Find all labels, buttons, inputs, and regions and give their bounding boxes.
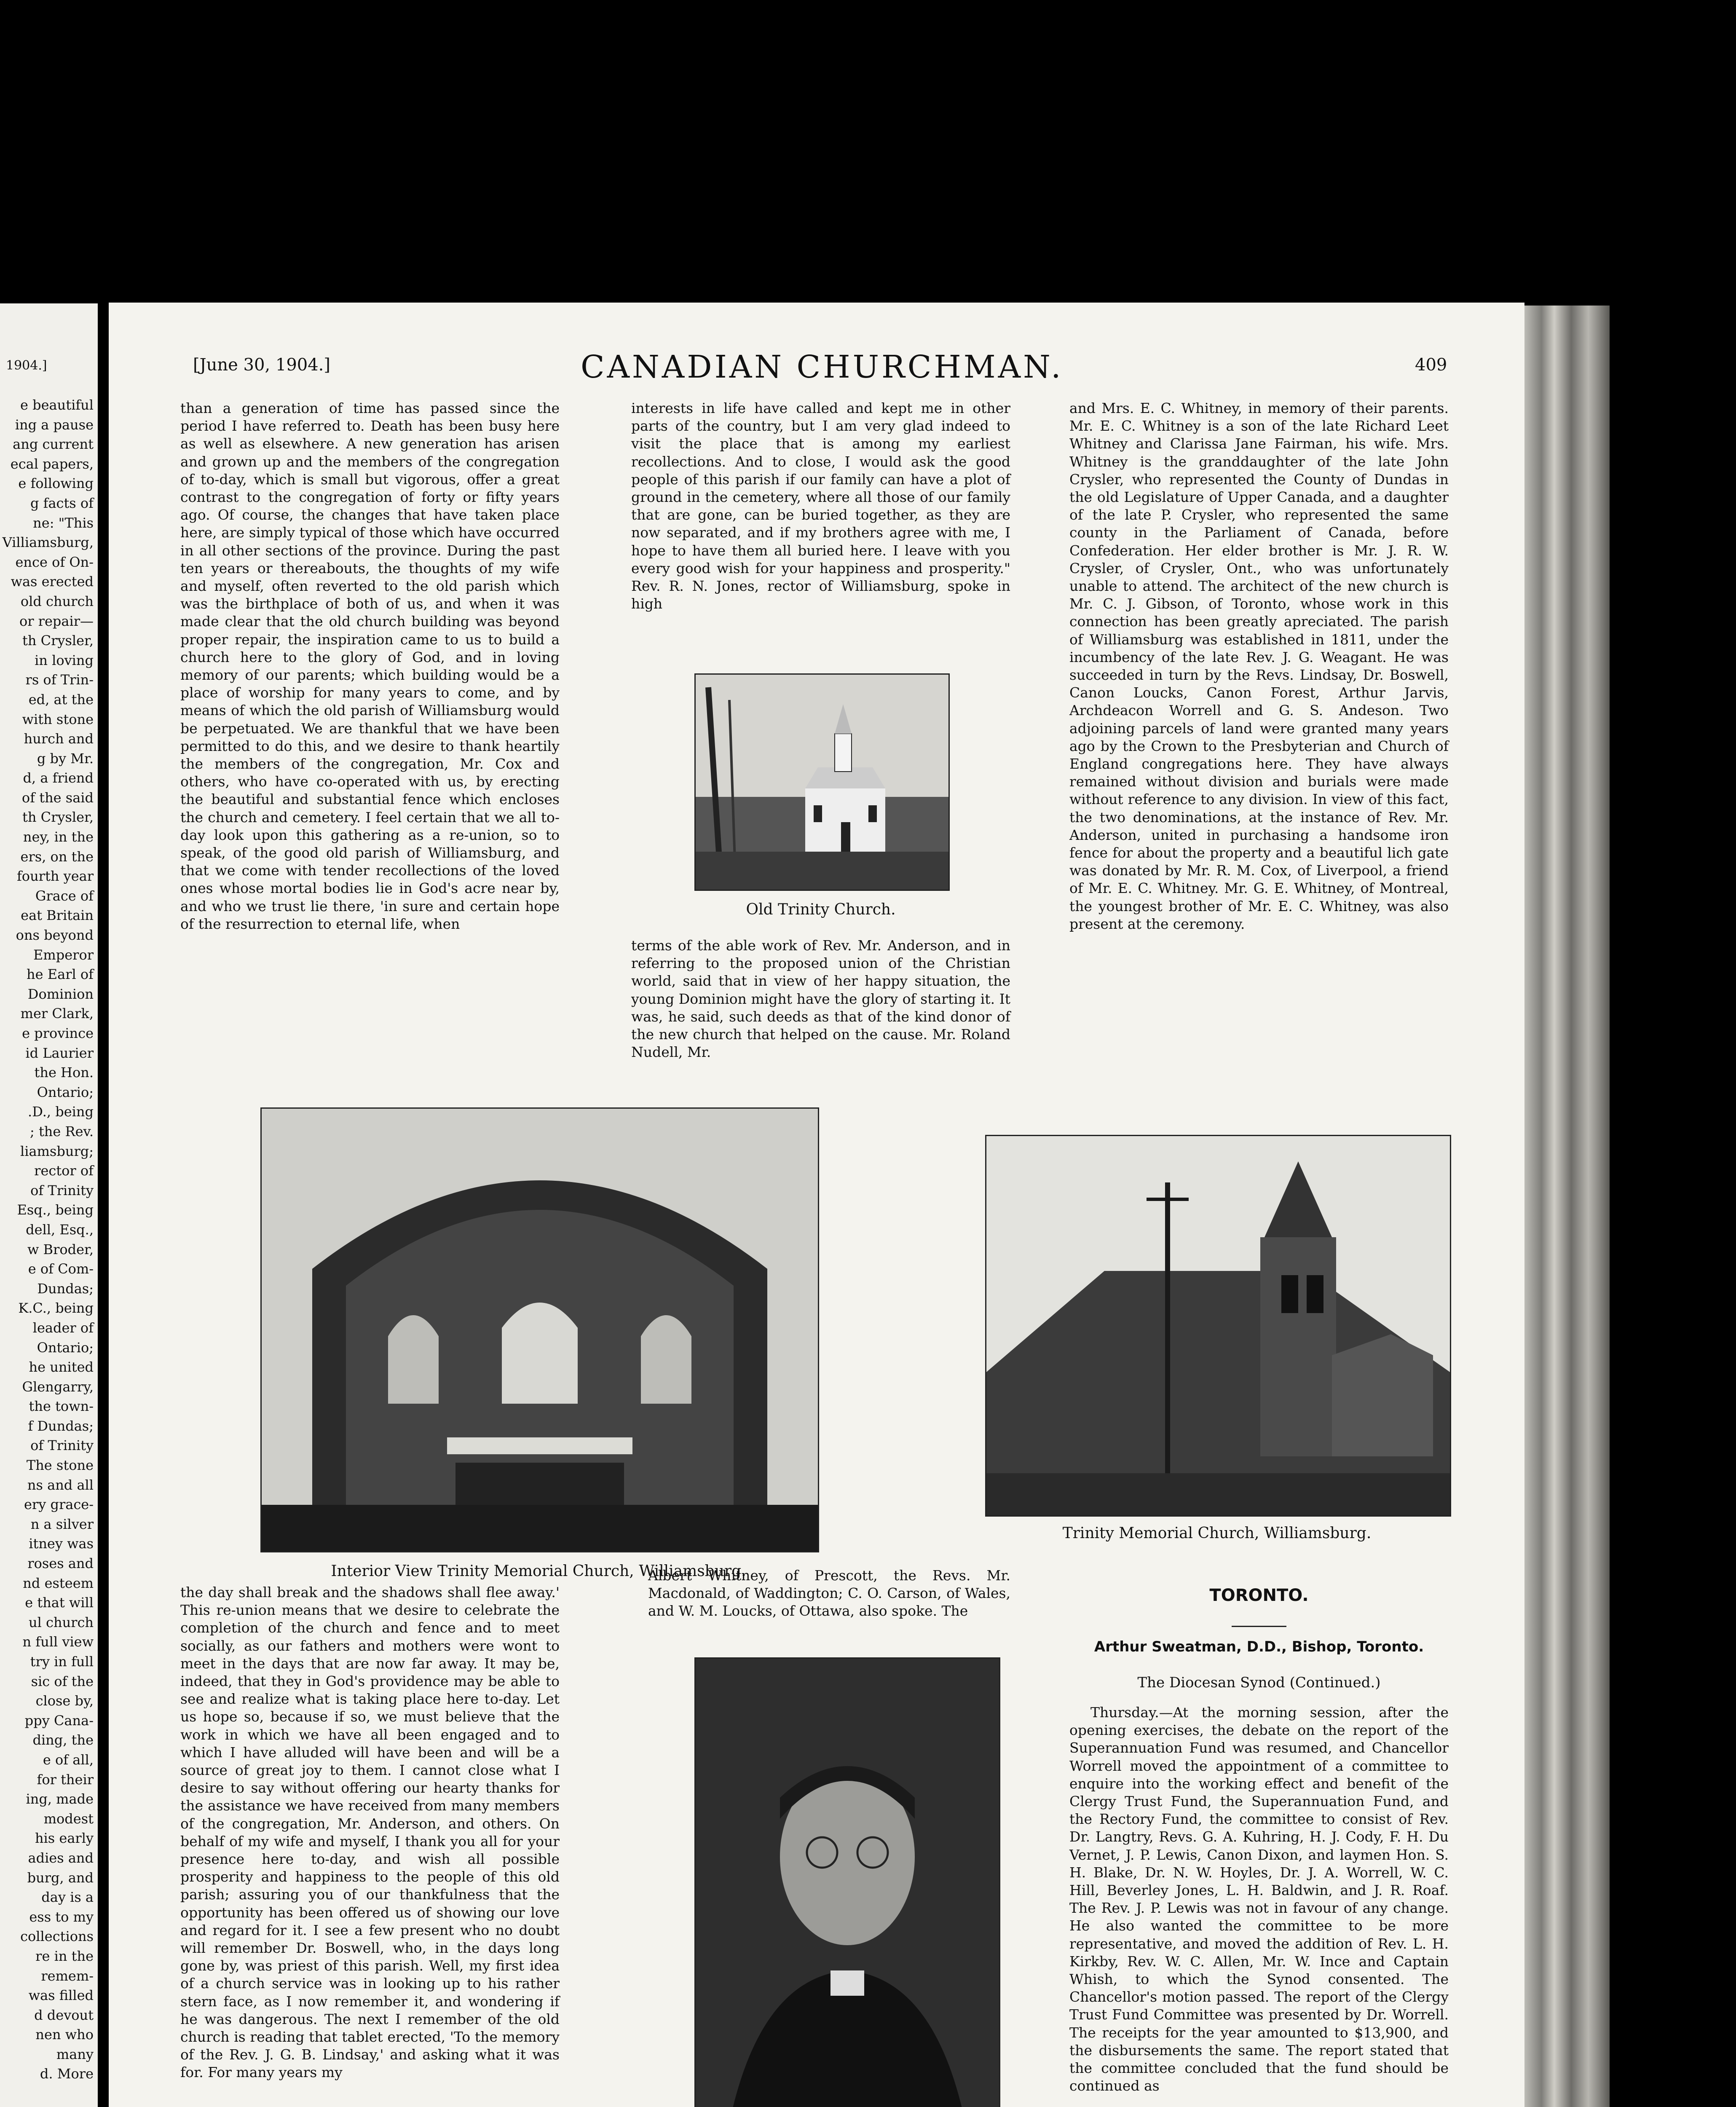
anderson-portrait-photo (694, 1657, 1000, 2107)
bishop-line: Arthur Sweatman, D.D., Bishop, Toronto. (1094, 1638, 1424, 1655)
left-page-line: Glengarry, (22, 1378, 94, 1395)
paragraph: than a generation of time has passed since the period I have referred to. Death has been busy here as well as elsewhere. A new generation has arisen and grown up and the members of the congregation of to-day, which is small but vigorous, offer a great contrast to the congregation of forty or fifty years ago. Of course, the changes that have taken place here, are simply typical of those which have occurred in all other sections of the province. During the past ten years or thereabouts, the thoughts of my wife and myself, often reverted to the old parish which was the birthplace of both of us, and when it was made clear that the old church building was beyond proper repair, the inspiration came to us to build a church here to the glory of God, and in loving memory of our parents; which building would be a place of worship for many years to come, and by means of which the old parish of Williamsburg would be perpetuated. We are thankful that we have been permitted to do this, and we desire to thank heartily the members of the congregation, Mr. Cox and others, who have co-operated with us, by erecting the beautiful and substantial fence which encloses the church and cemetery. I feel certain that we all to-day look upon this gathering as a re-union, so to speak, of the good old parish of Williamsburg, and that we come with tender recollections of the loved ones whose mortal bodies lie in God's acre near by, and who we trust lie there, 'in sure and certain hope of the resurrection to eternal life, when (180, 400, 560, 932)
left-page-line: mer Clark, (20, 1005, 94, 1022)
left-page-line: d devout (34, 2007, 94, 2023)
left-page-line: Ontario; (37, 1084, 94, 1100)
column-1-bottom-text (180, 1584, 560, 2082)
left-page-line: id Laurier (25, 1045, 94, 1061)
left-page-line: ery grace- (24, 1496, 94, 1513)
left-page-line: ence of On- (15, 554, 94, 570)
left-page-line: g by Mr. (37, 750, 94, 767)
issue-date: [June 30, 1904.] (193, 355, 330, 375)
left-page-line: e following (18, 475, 94, 492)
left-page-line: n full view (22, 1634, 94, 1650)
left-page-text (1, 395, 94, 2084)
left-page-line: ing a pause (15, 416, 94, 433)
trinity-memorial-church-photo (985, 1135, 1451, 1517)
left-page-line: e that will (25, 1595, 94, 1611)
left-page-line: ed, at the (28, 691, 94, 708)
left-page-line: d. More (40, 2066, 94, 2082)
left-page-line: e of all, (43, 1751, 94, 1768)
old-trinity-caption: Old Trinity Church. (746, 901, 896, 918)
trinity-memorial-caption: Trinity Memorial Church, Williamsburg. (1062, 1525, 1372, 1542)
left-page-line: the town- (29, 1398, 94, 1415)
paragraph: terms of the able work of Rev. Mr. Anderson, and in referring to the proposed union of the Christian world, said that in view of her happy situation, the young Dominion might have the glory of starting it. It was, he said, such deeds as that of the kind donor of the new church that helped on the cause. Mr. Roland Nudell, Mr. (631, 937, 1010, 1061)
left-page-line: eat Britain (21, 907, 94, 924)
left-page-line: .D., being (28, 1104, 94, 1120)
left-page-line: close by, (35, 1693, 94, 1709)
paragraph: interests in life have called and kept me in other parts of the country, but I am very glad indeed to visit the place that is among my earliest recollections. And to close, I would ask the good people of this parish if our family can have a plot of ground in the cemetery, where all those of our family that are gone, can be buried together, as they are now separated, and if my brothers agree with me, I hope to have them all buried here. I leave with you every good wish for your happiness and prosperity." Rev. R. N. Jones, rector of Williamsburg, spoke in high (631, 400, 1010, 612)
interior-view-caption: Interior View Trinity Memorial Church, Williamsburg. (331, 1563, 746, 1580)
left-page-line: Dominion (27, 986, 94, 1002)
left-page-line: K.C., being (18, 1300, 94, 1316)
left-page-line: e province (22, 1025, 94, 1041)
paragraph: and Mrs. E. C. Whitney, in memory of their parents. Mr. E. C. Whitney is a son of the late Richard Leet Whitney and Clarissa Jane Fairman, his wife. Mrs. Whitney is the granddaughter of the late John Crysler, who represented the County of Dundas in the old Legislature of Upper Canada, and a daughter of the late P. Crysler, who represented the same county in the Parliament of Canada, before Confederation. Her elder brother is Mr. J. R. W. Crysler, of Crysler, Ont., who was unfortunately unable to attend. The architect of the new church is Mr. C. J. Gibson, of Toronto, whose work in this connection has been greatly apreciated. The parish of Williamsburg was established in 1811, under the incumbency of the late Rev. J. G. Weagant. He was succeeded in turn by the Revs. Lindsay, Dr. Boswell, Canon Loucks, Canon Forest, Arthur Jarvis, Archdeacon Worrell and G. S. Andeson. Two adjoining parcels of land were granted many years ago by the Crown to the Presbyterian and Church of England congregations here. They have always remained without division and burials were made without reference to any division. In view of this fact, the two denominations, at the instance of Rev. Mr. Anderson, united in purchasing a handsome iron fence for about the property and a beautiful lich gate was donated by Mr. R. M. Cox, of Liverpool, a friend of Mr. E. C. Whitney. Mr. G. E. Whitney, of Montreal, the youngest brother of Mr. E. C. Whitney, was also present at the ceremony. (1069, 400, 1449, 932)
left-page-line: ess to my (29, 1909, 94, 1925)
left-page-line: ing, made (26, 1791, 94, 1807)
left-page-line: liamsburg; (20, 1143, 94, 1159)
left-page-line: ons beyond (16, 927, 94, 944)
book-page-edges (1524, 306, 1610, 2107)
left-page-line: roses and (27, 1555, 94, 1572)
left-page-line: ppy Cana- (24, 1712, 94, 1729)
left-page-line: Dundas; (37, 1280, 94, 1297)
left-page-line: re in the (35, 1948, 94, 1964)
newspaper-page (109, 303, 1524, 2107)
section-rule (1232, 1626, 1286, 1627)
column-3-top-text (1069, 399, 1449, 933)
left-page-line: his early (35, 1830, 94, 1847)
left-page-date: 1904.] (6, 358, 47, 373)
left-page-line: many (56, 2046, 94, 2062)
masthead-title: CANADIAN CHURCHMAN. (581, 349, 1064, 385)
left-page-line: ecal papers, (10, 456, 94, 472)
left-page-line: ding, the (32, 1732, 94, 1748)
left-page-line: rector of (34, 1163, 94, 1179)
left-page-line: ers, on the (20, 848, 94, 865)
left-page-line: he united (29, 1359, 94, 1375)
left-page-line: ns and all (27, 1477, 94, 1493)
left-page-line: ul church (29, 1614, 94, 1630)
column-2-top-text-continued (631, 937, 1010, 1061)
left-page-line: Grace of (35, 887, 94, 904)
left-page-line: of Trinity (30, 1437, 94, 1454)
left-page-line: the Hon. (34, 1064, 94, 1081)
left-page-line: th Crysler, (22, 633, 94, 649)
left-page-line: for their (37, 1771, 94, 1788)
old-trinity-church-photo (694, 673, 950, 891)
left-page-line: ang current (13, 436, 94, 453)
paragraph: Albert Whitney, of Prescott, the Revs. Mr. Macdonald, of Waddington; C. O. Carson, of Wales, and W. M. Loucks, of Ottawa, also spoke. The (648, 1567, 1010, 1619)
left-page-line: or repair— (19, 613, 94, 629)
synod-subheading: The Diocesan Synod (Continued.) (1137, 1674, 1381, 1691)
left-page-line: th Crysler, (22, 809, 94, 826)
page-number: 409 (1415, 355, 1447, 375)
left-page-line: hurch and (24, 731, 94, 747)
left-page-line: of the said (21, 789, 94, 806)
left-page-line: rs of Trin- (25, 672, 94, 688)
paragraph: Thursday.—At the morning session, after the opening exercises, the debate on the report of the Superannuation Fund was resumed, and Chancellor Worrell moved the appointment of a committee to enquire into the working effect and benefit of the Clergy Trust Fund, the Superannuation Fund, and the Rectory Fund, the committee to consist of Rev. Dr. Langtry, Revs. G. A. Kuhring, H. J. Cody, F. H. Du Vernet, J. P. Lewis, Canon Dixon, and laymen Hon. S. H. Blake, Dr. N. W. Hoyles, Dr. J. A. Worrell, W. C. Hill, Beverley Jones, L. H. Baldwin, and J. R. Roaf. The Rev. J. P. Lewis was not in favour of any change. He also wanted the committee to be more representative, and moved the addition of Rev. L. H. Kirkby, Rev. W. C. Allen, Mr. W. Ince and Captain Whish, to which the Synod consented. The Chancellor's motion passed. The report of the Clergy Trust Fund Committee was presented by Dr. Worrell. The receipts for the year amounted to $13,900, and the disbursements the same. The report stated that the committee concluded that the fund should be continued as (1069, 1704, 1449, 2094)
left-page-line: adies and (28, 1850, 94, 1866)
left-page-line: leader of (32, 1319, 94, 1336)
paragraph: the day shall break and the shadows shall flee away.' This re-union means that we desire to celebrate the completion of the church and fence and to meet socially, as our fathers and mothers were wont to meet in the days that are now far away. It may be, indeed, that they in God's providence may be able to see and realize what is taking place here to-day. Let us hope so, because if so, we must believe that the work in which we have all been engaged and to which I have alluded will have been and will be a source of great joy to them. I cannot close what I desire to say without offering our hearty thanks for the assistance we have received from many members of the congregation, Mr. Anderson, and others. On behalf of my wife and myself, I thank you all for your presence here to-day, and wish all possible prosperity and happiness to the people of this old parish; assuring you of our thankfulness that the opportunity has been offered us of showing our love and regard for it. I see a few present who no doubt will remember Dr. Boswell, who, in the days long gone by, was priest of this parish. Well, my first idea of a church service was in looking up to his rather stern face, as I now remember it, and wondering if he was dangerous. The next I remember of the old church is reading that tablet erected, 'To the memory of the Rev. J. G. B. Lindsay,' and asking what it was for. For many years my (180, 1584, 560, 2081)
left-page-line: day is a (41, 1889, 94, 1906)
column-1-top-text (180, 399, 560, 933)
left-page-line: remem- (41, 1968, 94, 1984)
left-page-line: f Dundas; (28, 1418, 94, 1434)
left-page-line: he Earl of (27, 966, 94, 983)
toronto-body-text (1069, 1704, 1449, 2095)
left-page-line: The stone (26, 1457, 94, 1474)
left-page-line: g facts of (30, 495, 94, 511)
left-page-line: w Broder, (27, 1241, 94, 1257)
left-page-line: with stone (22, 711, 94, 727)
left-page-line: dell, Esq., (26, 1221, 94, 1238)
left-page-line: Esq., being (17, 1202, 94, 1218)
left-page-line: was erected (11, 574, 94, 590)
left-partial-page (0, 303, 98, 2107)
left-page-line: sic of the (31, 1673, 94, 1689)
left-page-line: nen who (35, 2027, 94, 2043)
interior-view-photo (260, 1107, 819, 1552)
column-2-bottom-text (648, 1567, 1010, 1620)
left-page-line: e of Com- (28, 1261, 94, 1277)
toronto-heading: TORONTO. (1209, 1586, 1309, 1605)
left-page-line: Villiamsburg, (2, 534, 94, 551)
left-page-line: Ontario; (37, 1339, 94, 1356)
left-page-line: old church (20, 593, 94, 609)
left-page-line: fourth year (16, 868, 94, 885)
left-page-line: ney, in the (23, 829, 94, 845)
left-page-line: ; the Rev. (29, 1123, 94, 1139)
left-page-line: in loving (35, 652, 94, 668)
left-page-line: n a silver (30, 1516, 94, 1532)
left-page-line: itney was (29, 1536, 94, 1552)
left-page-line: e beautiful (20, 397, 94, 413)
column-2-top-text (631, 399, 1010, 613)
left-page-line: modest (43, 1810, 94, 1827)
left-page-line: ne: "This (33, 515, 94, 531)
left-page-line: burg, and (27, 1869, 94, 1886)
left-page-line: try in full (30, 1654, 94, 1670)
left-page-line: d, a friend (23, 770, 94, 786)
left-page-line: collections (20, 1928, 94, 1945)
left-page-line: of Trinity (30, 1182, 94, 1198)
left-page-line: nd esteem (23, 1575, 94, 1591)
left-page-line: Emperor (33, 946, 94, 963)
left-page-line: was filled (28, 1987, 94, 2004)
